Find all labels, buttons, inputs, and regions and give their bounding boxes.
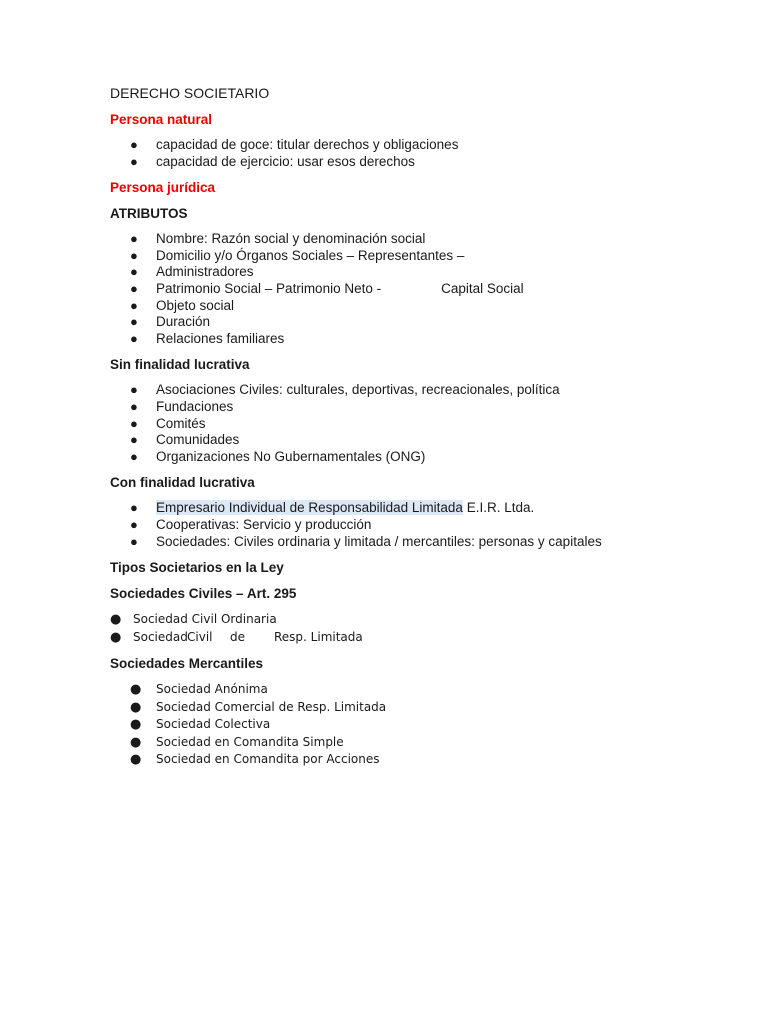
atributos-list bbox=[110, 231, 730, 347]
bullet-icon: ● bbox=[130, 398, 138, 414]
bullet-icon: ● bbox=[130, 448, 138, 464]
list-item: ● Relaciones familiares bbox=[130, 330, 285, 346]
document-page bbox=[110, 84, 730, 778]
heading-tipos-societarios: Tipos Societarios en la Ley bbox=[110, 560, 284, 576]
list-item: ● capacidad de ejercicio: usar esos derechos bbox=[130, 153, 415, 169]
sin-finalidad-list bbox=[110, 382, 730, 465]
list-item: ● Fundaciones bbox=[130, 398, 234, 414]
list-item: ● Sociedades: Civiles ordinaria y limitada / mercantiles: personas y capitales bbox=[130, 533, 602, 549]
heading-sociedades-civiles: Sociedades Civiles – Art. 295 bbox=[110, 586, 297, 602]
list-item: ● Sociedad Civil Ordinaria bbox=[110, 612, 277, 628]
list-item: ● Sociedad Comercial de Resp. Limitada bbox=[130, 699, 387, 715]
bullet-icon: ● bbox=[130, 247, 138, 263]
bullet-icon: ● bbox=[130, 153, 138, 169]
list-item: ● Sociedad en Comandita por Acciones bbox=[130, 752, 380, 768]
document-title: DERECHO SOCIETARIO bbox=[110, 85, 270, 101]
bullet-icon: ● bbox=[130, 717, 142, 733]
list-item: ● Sociedad en Comandita Simple bbox=[130, 734, 344, 750]
list-item: ● capacidad de goce: titular derechos y obligaciones bbox=[130, 137, 459, 152]
con-finalidad-list bbox=[110, 500, 730, 550]
bullet-icon: ● bbox=[130, 516, 138, 532]
bullet-icon: ● bbox=[130, 330, 138, 346]
capital-social-text: Capital Social bbox=[441, 280, 524, 296]
bullet-icon: ● bbox=[130, 699, 142, 715]
heading-persona-juridica: Persona jurídica bbox=[110, 180, 216, 196]
bullet-icon: ● bbox=[130, 137, 138, 152]
bullet-icon: ● bbox=[130, 500, 138, 516]
bullet-icon: ● bbox=[130, 432, 138, 448]
list-item: ● Patrimonio Social – Patrimonio Neto - Capital Social bbox=[130, 280, 524, 296]
bullet-icon: ● bbox=[130, 682, 142, 698]
bullet-icon: ● bbox=[130, 280, 138, 296]
list-item: ● Comités bbox=[130, 415, 206, 431]
bullet-icon: ● bbox=[110, 629, 122, 645]
heading-sin-finalidad: Sin finalidad lucrativa bbox=[110, 357, 250, 373]
sociedades-civiles-list bbox=[110, 611, 730, 646]
list-item: ● Sociedad Anónima bbox=[130, 682, 268, 698]
bullet-icon: ● bbox=[130, 314, 138, 330]
list-item: ● Organizaciones No Gubernamentales (ONG) bbox=[130, 448, 426, 464]
list-item: ● Sociedad Colectiva bbox=[130, 717, 271, 733]
list-item: ● Nombre: Razón social y denominación social bbox=[130, 231, 426, 247]
list-item: ● Asociaciones Civiles: culturales, deportivas, recreacionales, política bbox=[130, 382, 560, 398]
list-item: ● SociedadCivil de Resp. Limitada bbox=[110, 629, 363, 645]
heading-con-finalidad: Con finalidad lucrativa bbox=[110, 475, 255, 491]
bullet-icon: ● bbox=[130, 752, 142, 768]
list-item: ● Administradores bbox=[130, 264, 254, 280]
bullet-icon: ● bbox=[130, 297, 138, 313]
persona-natural-list bbox=[110, 137, 730, 170]
heading-atributos: ATRIBUTOS bbox=[110, 206, 188, 222]
bullet-icon: ● bbox=[130, 264, 138, 280]
list-item: ● Objeto social bbox=[130, 297, 235, 313]
bullet-icon: ● bbox=[130, 231, 138, 247]
heading-sociedades-mercantiles: Sociedades Mercantiles bbox=[110, 656, 264, 672]
sociedades-mercantiles-list bbox=[110, 681, 730, 769]
list-item: ● Duración bbox=[130, 314, 211, 330]
bullet-icon: ● bbox=[130, 382, 138, 398]
highlighted-text: Empresario Individual de Responsabilidad Limitada bbox=[156, 500, 463, 516]
list-item: ● Domicilio y/o Órganos Sociales – Representantes – bbox=[130, 247, 465, 263]
list-item: ● Comunidades bbox=[130, 432, 240, 448]
bullet-icon: ● bbox=[130, 533, 138, 549]
bullet-icon: ● bbox=[110, 612, 122, 628]
list-item: ● Empresario Individual de Responsabilidad Limitada E.I.R. Ltda. bbox=[130, 500, 535, 516]
list-item: ● Cooperativas: Servicio y producción bbox=[130, 516, 372, 532]
bullet-icon: ● bbox=[130, 415, 138, 431]
bullet-icon: ● bbox=[130, 734, 142, 750]
heading-persona-natural: Persona natural bbox=[110, 112, 213, 127]
